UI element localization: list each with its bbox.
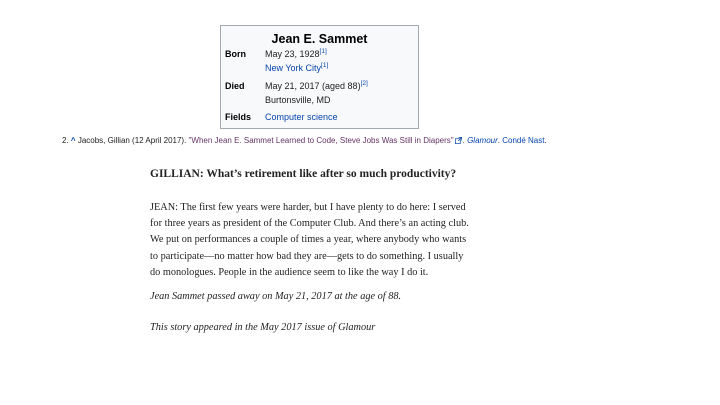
answer-line: to participate—no matter how bad they are—gets to do something. I usually (150, 250, 464, 262)
born-label: Born (225, 49, 246, 59)
died-label: Died (225, 81, 245, 91)
died-date-citation[interactable]: [2] (360, 80, 368, 87)
reference-number: 2. (62, 136, 69, 145)
born-place (265, 63, 328, 73)
infobox (220, 25, 419, 129)
answer-line: JEAN: The first few years were harder, but I have plenty to do here: I served (150, 202, 466, 213)
infobox-title: Jean E. Sammet (271, 32, 368, 46)
born-date: May 23, 1928[1] (265, 48, 327, 59)
issue-note: This story appeared in the May 2017 issue of Glamour (150, 322, 376, 333)
reference-dot: . (462, 136, 465, 145)
reference-author: Jacobs, Gillian (12 April 2017). (77, 136, 187, 145)
answer-line: do monologues. People in the audience seem to like the way I do it. (150, 266, 429, 278)
reference-title-link[interactable]: "When Jean E. Sammet Learned to Code, Steve Jobs Was Still in Diapers" (188, 136, 454, 145)
reference-item: 2. ^ Jacobs, Gillian (12 April 2017). "When Jean E. Sammet Learned to Code, Steve Jobs Was Still in Diapers" . Glamour. Condé Nast. (62, 136, 547, 145)
fields-label: Fields (225, 112, 252, 122)
born-date-citation[interactable]: [1] (319, 48, 327, 55)
answer-line: We put on performances a couple of times a year, where anybody who wants (150, 234, 467, 246)
died-date: May 21, 2017 (aged 88)[2] (265, 80, 368, 91)
interview-question: GILLIAN: What’s retirement like after so much productivity? (150, 168, 457, 180)
publication-link[interactable]: Glamour (467, 136, 498, 145)
died-place: Burtonsville, MD (265, 95, 331, 105)
fields-link[interactable]: Computer science (265, 112, 338, 122)
interview-answer (150, 200, 510, 281)
external-link-icon (455, 137, 462, 144)
passed-away-note: Jean Sammet passed away on May 21, 2017 at the age of 88. (150, 291, 402, 302)
answer-line: for three years as president of the Computer Club. And there’s an acting club. (150, 218, 469, 230)
born-place-link[interactable]: New York City (265, 63, 322, 73)
publisher-link[interactable]: Condé Nast (502, 136, 545, 145)
born-place-citation[interactable]: [1] (321, 62, 329, 69)
reference-backlink[interactable]: ^ (70, 136, 76, 145)
